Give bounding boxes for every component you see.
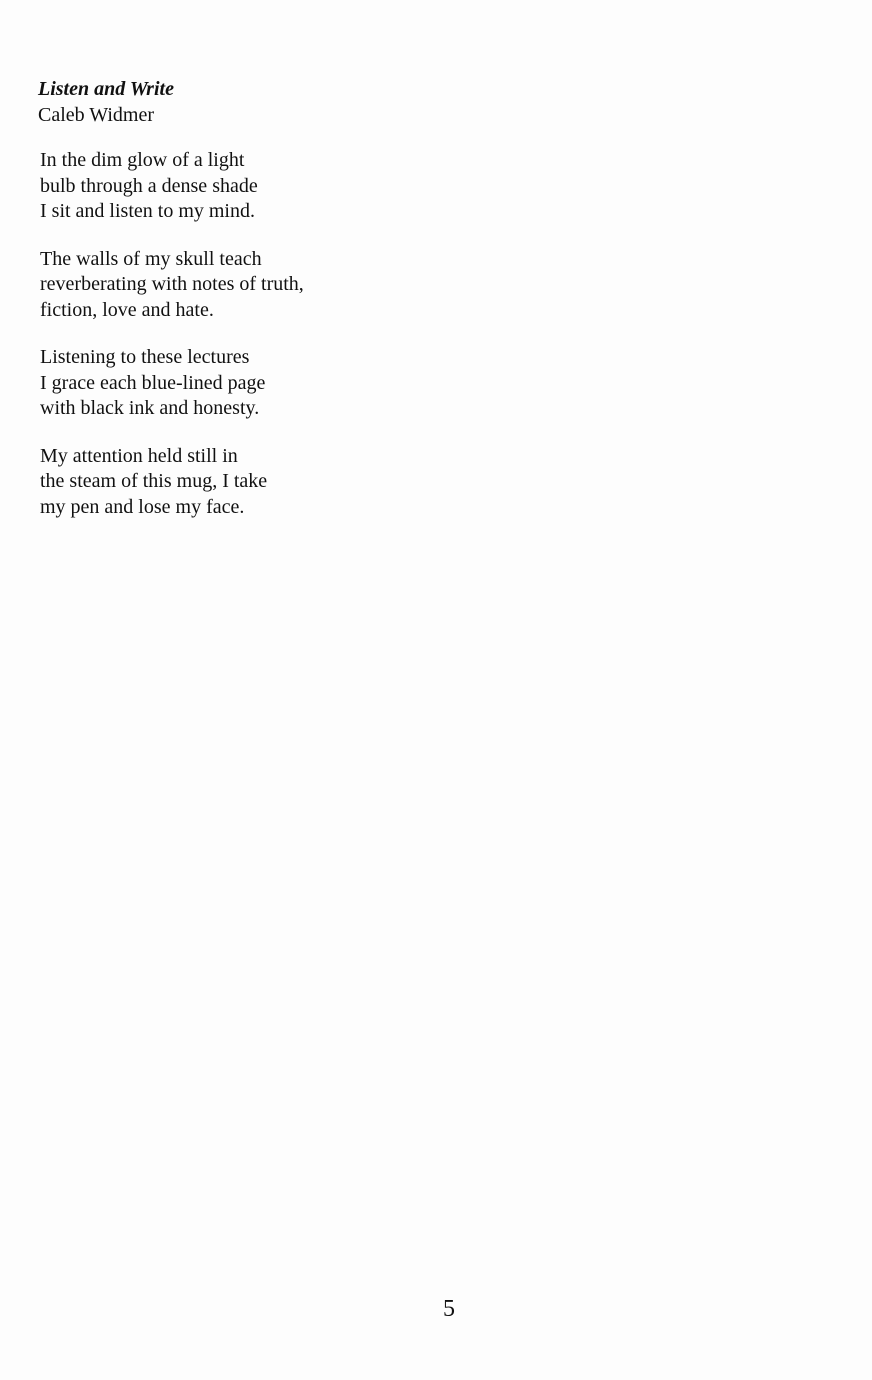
poem-line: I grace each blue-lined page bbox=[40, 371, 266, 394]
poem bbox=[38, 76, 458, 542]
poem-author: Caleb Widmer bbox=[38, 104, 155, 126]
poem-title: Listen and Write bbox=[38, 78, 174, 100]
poem-line: the steam of this mug, I take bbox=[40, 470, 268, 492]
poem-line: with black ink and honesty. bbox=[40, 397, 260, 419]
stanza-4 bbox=[40, 444, 458, 521]
poem-line: my pen and lose my face. bbox=[40, 495, 245, 518]
poem-line: My attention held still in bbox=[40, 444, 238, 467]
poem-line: I sit and listen to my mind. bbox=[40, 200, 255, 222]
poem-line: bulb through a dense shade bbox=[40, 174, 258, 197]
poem-line: Listening to these lectures bbox=[40, 346, 250, 368]
poem-line: reverberating with notes of truth, bbox=[40, 273, 304, 295]
stanza-2 bbox=[40, 247, 458, 324]
poem-line: fiction, love and hate. bbox=[40, 298, 214, 321]
poem-line: The walls of my skull teach bbox=[40, 247, 262, 270]
stanza-3 bbox=[40, 345, 458, 422]
page-number: 5 bbox=[443, 1296, 455, 1322]
poem-line: In the dim glow of a light bbox=[40, 149, 245, 171]
stanza-1 bbox=[40, 148, 458, 225]
